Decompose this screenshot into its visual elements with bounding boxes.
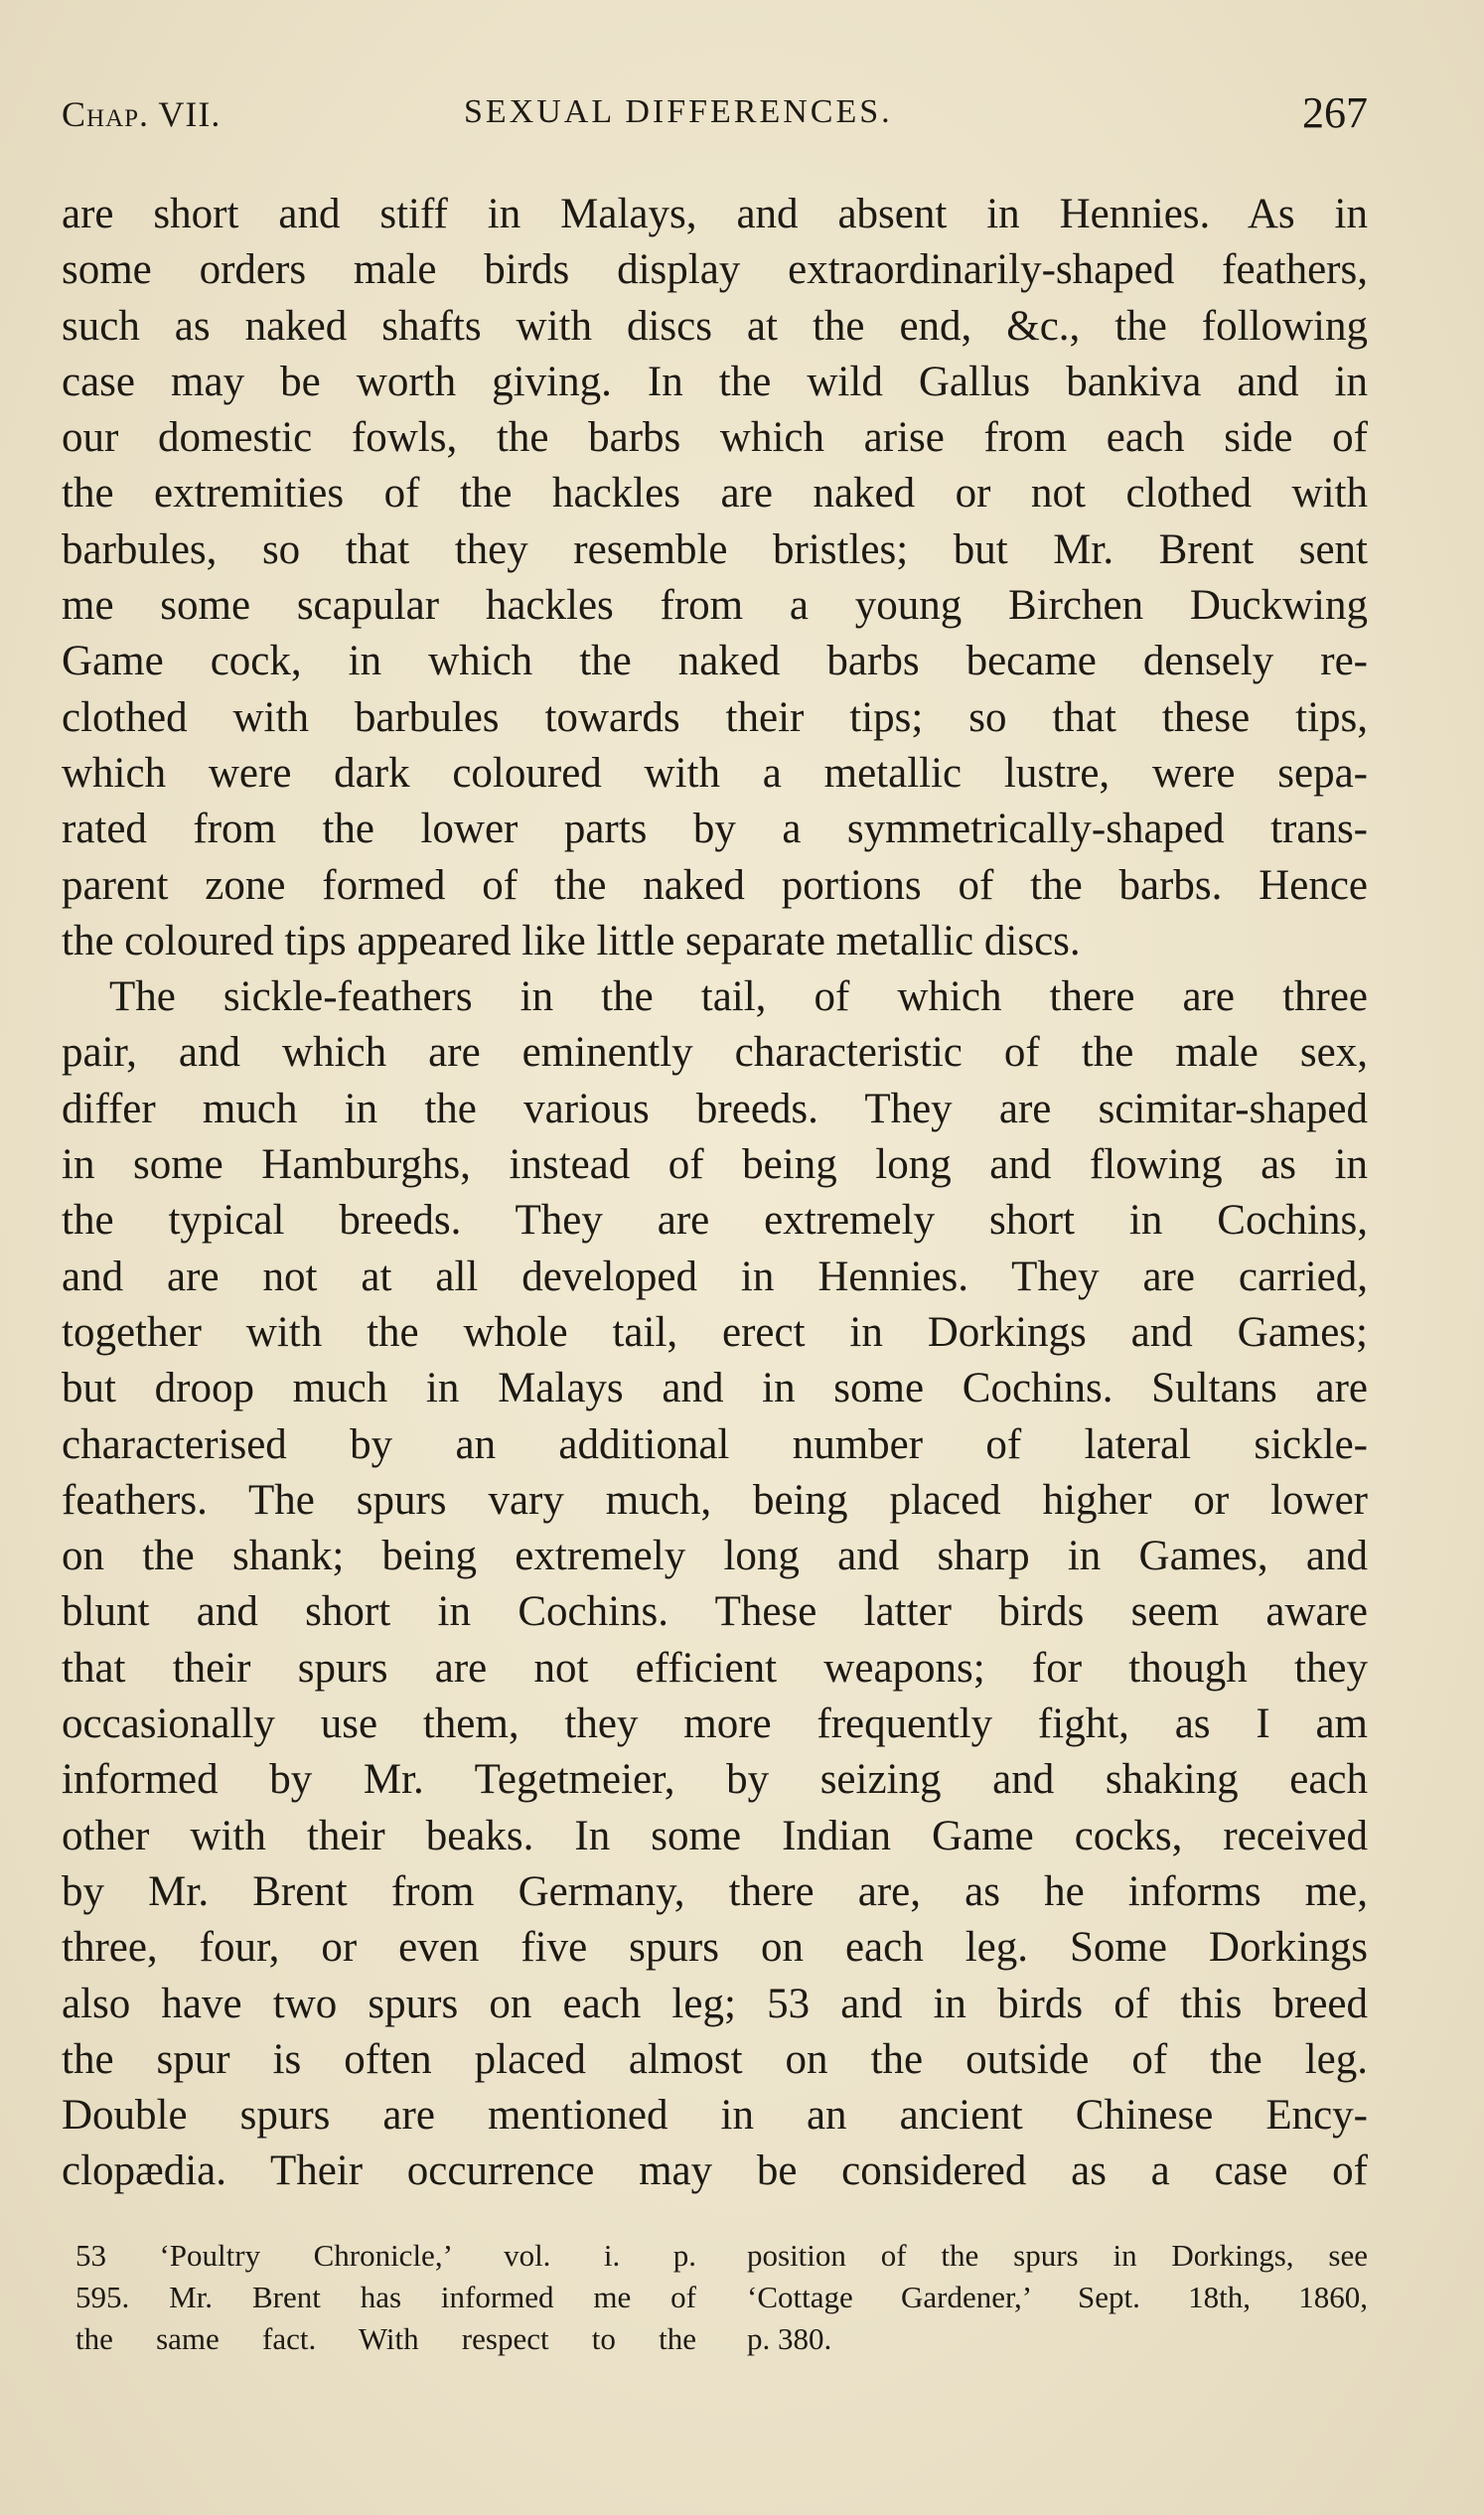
running-header: [62, 87, 1368, 157]
text-line: in some Hamburghs, instead of being long and flowing as in: [62, 1141, 1368, 1189]
text-line: barbules, so that they resemble bristles; but Mr. Brent sent: [62, 525, 1368, 573]
text-line: together with the whole tail, erect in Dorkings and Games;: [62, 1308, 1368, 1356]
text-line: The sickle-feathers in the tail, of which there are three: [109, 973, 1368, 1021]
text-line: differ much in the various breeds. They are scimitar-shaped: [62, 1085, 1368, 1132]
footnote-line: position of the spurs in Dorkings, see: [747, 2238, 1368, 2273]
footnote-line: p. 380.: [747, 2321, 832, 2356]
text-line: occasionally use them, they more frequently fight, as I am: [62, 1701, 1368, 1748]
text-line: other with their beaks. In some Indian Game cocks, received: [62, 1812, 1368, 1859]
body-text: [62, 187, 1368, 2200]
text-line: are short and stiff in Malays, and absent in Hennies. As in: [62, 191, 1368, 237]
footnotes: [62, 2235, 1368, 2374]
text-line: clothed with barbules towards their tips; so that these tips,: [62, 693, 1368, 741]
text-line: that their spurs are not efficient weapons; for though they: [62, 1644, 1368, 1692]
text-line: such as naked shafts with discs at the end, &c., the following: [62, 302, 1368, 350]
text-line: some orders male birds display extraordinarily-shaped feathers,: [62, 246, 1368, 294]
text-line: the coloured tips appeared like little separate metallic discs.: [62, 917, 1081, 964]
text-line: parent zone formed of the naked portions of the barbs. Hence: [62, 861, 1368, 909]
footnote-column-right: [747, 2235, 1368, 2360]
footnote-line: the same fact. With respect to the: [75, 2321, 696, 2356]
chapter-label: Chap. VII.: [62, 94, 222, 134]
text-line: me some scapular hackles from a young Birchen Duckwing: [62, 582, 1368, 630]
text-line: and are not at all developed in Hennies. They are carried,: [62, 1253, 1368, 1300]
running-title: SEXUAL DIFFERENCES.: [464, 93, 893, 130]
text-line: also have two spurs on each leg; 53 and in birds of this breed: [62, 1980, 1368, 2027]
text-line: Double spurs are mentioned in an ancient Chinese Ency-: [62, 2092, 1368, 2140]
text-line: informed by Mr. Tegetmeier, by seizing and shaking each: [62, 1756, 1368, 1804]
text-line: but droop much in Malays and in some Cochins. Sultans are: [62, 1365, 1368, 1412]
text-line: case may be worth giving. In the wild Gallus bankiva and in: [62, 358, 1368, 405]
footnote-line: 595. Mr. Brent has informed me of: [75, 2280, 696, 2314]
footnote-column-left: [75, 2235, 696, 2360]
text-line: pair, and which are eminently characteristic of the male sex,: [62, 1029, 1368, 1077]
text-line: on the shank; being extremely long and sharp in Games, and: [62, 1533, 1368, 1580]
text-line: feathers. The spurs vary much, being placed higher or lower: [62, 1476, 1368, 1524]
text-line: rated from the lower parts by a symmetrically-shaped trans-: [62, 806, 1368, 853]
text-line: our domestic fowls, the barbs which arise from each side of: [62, 414, 1368, 462]
text-line: the typical breeds. They are extremely short in Cochins,: [62, 1197, 1368, 1245]
text-line: by Mr. Brent from Germany, there are, as he informs me,: [62, 1867, 1368, 1915]
text-line: three, four, or even five spurs on each leg. Some Dorkings: [62, 1924, 1368, 1972]
text-line: blunt and short in Cochins. These latter birds seem aware: [62, 1588, 1368, 1636]
footnote-line: ‘Cottage Gardener,’ Sept. 18th, 1860,: [747, 2280, 1368, 2314]
text-line: characterised by an additional number of lateral sickle-: [62, 1420, 1368, 1468]
footnote-line: 53 ‘Poultry Chronicle,’ vol. i. p.: [75, 2238, 696, 2273]
text-line: which were dark coloured with a metallic lustre, were sepa-: [62, 749, 1368, 797]
text-line: the extremities of the hackles are naked or not clothed with: [62, 470, 1368, 518]
page-number: 267: [1302, 88, 1368, 137]
text-line: Game cock, in which the naked barbs became densely re-: [62, 638, 1368, 685]
text-line: clopædia. Their occurrence may be considered as a case of: [62, 2147, 1368, 2195]
text-line: the spur is often placed almost on the outside of the leg.: [62, 2035, 1368, 2083]
